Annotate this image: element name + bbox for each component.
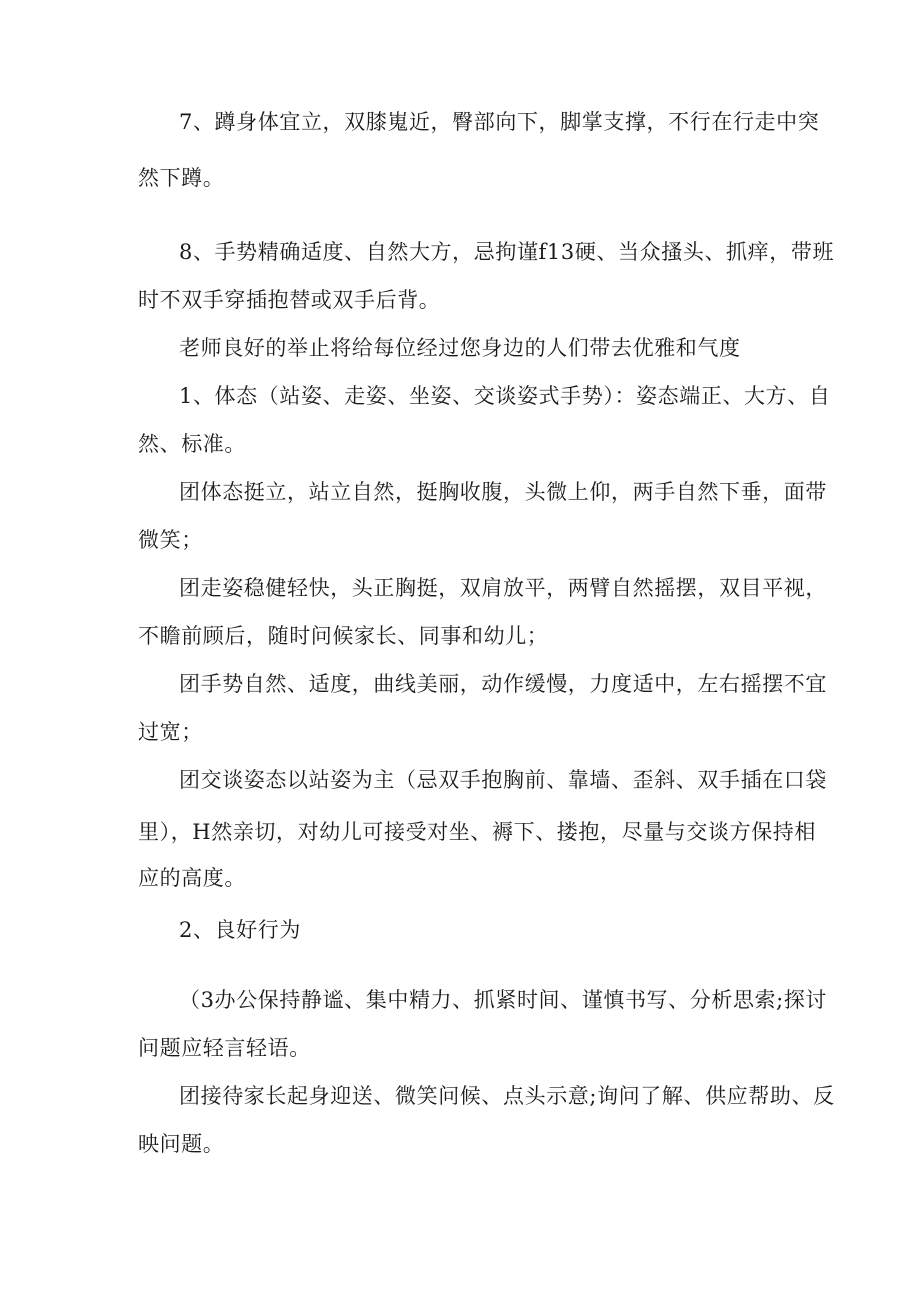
conversation-item-line-1: 团交谈姿态以站姿为主（忌双手抱胸前、靠墙、歪斜、双手插在口袋 bbox=[179, 768, 827, 792]
section-1-line-2: 然、标准。 bbox=[138, 432, 246, 456]
intro-sentence: 老师良好的举止将给每位经过您身边的人们带去优雅和气度 bbox=[179, 336, 741, 360]
office-item-line-1: （3办公保持静谧、集中精力、抓紧时间、谨慎书写、分析思索;探讨 bbox=[179, 988, 828, 1012]
posture-item-line-2: 微笑； bbox=[138, 528, 203, 552]
gesture-item-line-2: 过宽； bbox=[138, 720, 203, 744]
section-1-line-1: 1、体态（站姿、走姿、坐姿、交谈姿式手势）：姿态端正、大方、自 bbox=[179, 384, 831, 408]
conversation-item-line-3: 应的高度。 bbox=[138, 866, 246, 890]
paragraph-8-line-2: 时不双手穿插抱替或双手后背。 bbox=[138, 288, 441, 312]
conversation-item-line-2: 里），H然亲切，对幼儿可接受对坐、褥下、搂抱，尽量与交谈方保持相 bbox=[138, 820, 817, 844]
walking-item-line-1: 团走姿稳健轻快，头正胸挺，双肩放平，两臂自然摇摆，双目平视， bbox=[179, 576, 827, 600]
reception-item-line-2: 映问题。 bbox=[138, 1132, 225, 1156]
reception-item-line-1: 团接待家长起身迎送、微笑问候、点头示意;询问了解、供应帮助、反 bbox=[179, 1084, 835, 1108]
paragraph-7-line-1: 7、蹲身体宜立，双膝嵬近，臀部向下，脚掌支撑，不行在行走中突 bbox=[179, 110, 820, 134]
office-item-line-2: 问题应轻言轻语。 bbox=[138, 1036, 311, 1060]
posture-item-line-1: 团体态挺立，站立自然，挺胸收腹，头微上仰，两手自然下垂，面带 bbox=[179, 480, 827, 504]
gesture-item-line-1: 团手势自然、适度，曲线美丽，动作缓慢，力度适中，左右摇摆不宜 bbox=[179, 672, 827, 696]
paragraph-8-line-1: 8、手势精确适度、自然大方，忌拘谨f13硬、当众搔头、抓痒，带班 bbox=[179, 240, 835, 264]
walking-item-line-2: 不瞻前顾后，随时问候家长、同事和幼儿； bbox=[138, 624, 549, 648]
paragraph-7-line-2: 然下蹲。 bbox=[138, 166, 225, 190]
section-2-heading: 2、良好行为 bbox=[179, 918, 301, 942]
